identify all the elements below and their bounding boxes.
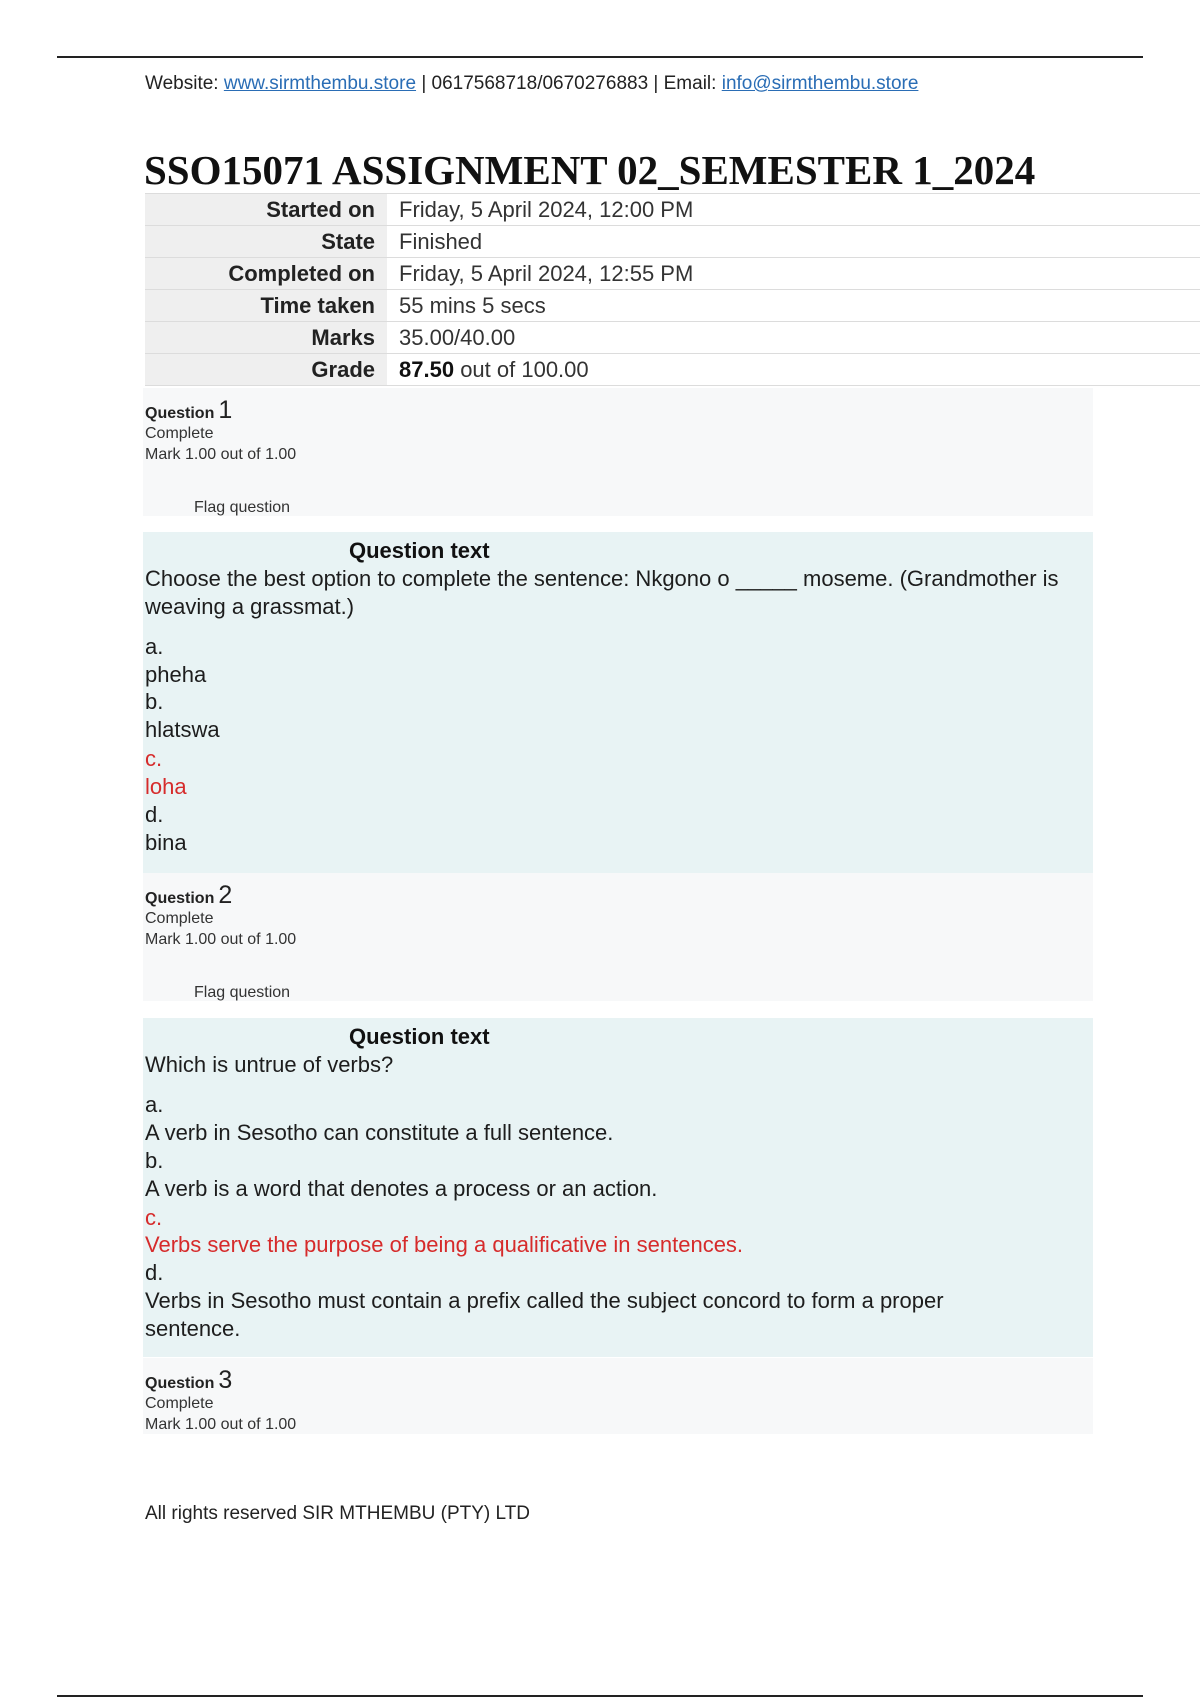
question-text-heading: Question text — [349, 1024, 490, 1049]
marks-value: 35.00/40.00 — [387, 322, 1200, 354]
grade-value-cell — [387, 354, 1200, 386]
summary-row-started — [145, 194, 1200, 226]
time-taken-label: Time taken — [145, 290, 387, 322]
option-d-letter[interactable]: d. — [145, 802, 164, 827]
question-label: Question — [145, 405, 215, 422]
question-1-info — [143, 388, 1093, 516]
summary-row-state — [145, 226, 1200, 258]
question-number-value: 2 — [218, 881, 233, 909]
summary-row-grade — [145, 354, 1200, 386]
question-number-value: 1 — [218, 396, 233, 424]
question-1-text-box — [143, 532, 1093, 873]
option-c-letter-selected[interactable]: c. — [145, 746, 163, 771]
top-rule — [57, 56, 1143, 58]
summary-row-time — [145, 290, 1200, 322]
state-label: State — [145, 226, 387, 258]
flag-question-button[interactable]: Flag question — [194, 984, 291, 1001]
question-label: Question — [145, 1375, 215, 1392]
question-2-text-box — [143, 1018, 1093, 1357]
question-number — [145, 1366, 232, 1395]
document-title: SSO15071 ASSIGNMENT 02_SEMESTER 1_2024 — [144, 147, 1036, 193]
option-a-text[interactable]: A verb in Sesotho can constitute a full sentence. — [145, 1120, 614, 1145]
attempt-summary-table — [145, 193, 1200, 386]
email-link[interactable]: info@sirmthembu.store — [721, 73, 919, 94]
question-label: Question — [145, 890, 215, 907]
bottom-rule — [57, 1695, 1143, 1697]
question-2-info — [143, 873, 1093, 1001]
flag-question-button[interactable]: Flag question — [194, 499, 291, 516]
phone-numbers: | 0617568718/0670276883 | Email: — [421, 73, 717, 94]
time-taken-value: 55 mins 5 secs — [387, 290, 1200, 322]
option-d-text[interactable]: Verbs in Sesotho must contain a prefix called the subject concord to form a proper sentence. — [145, 1288, 944, 1341]
option-b-letter[interactable]: b. — [145, 689, 164, 714]
question-number-value: 3 — [218, 1366, 233, 1394]
footer-copyright: All rights reserved SIR MTHEMBU (PTY) LTD — [145, 1503, 530, 1524]
website-label: Website: — [145, 73, 219, 94]
option-b-letter[interactable]: b. — [145, 1148, 164, 1173]
question-mark: Mark 1.00 out of 1.00 — [145, 446, 297, 463]
website-link[interactable]: www.sirmthembu.store — [223, 73, 417, 94]
marks-label: Marks — [145, 322, 387, 354]
option-d-letter[interactable]: d. — [145, 1260, 164, 1285]
option-a-letter[interactable]: a. — [145, 634, 164, 659]
header-contact-line — [145, 73, 918, 95]
completed-label: Completed on — [145, 258, 387, 290]
question-mark: Mark 1.00 out of 1.00 — [145, 931, 297, 948]
option-c-text-selected[interactable]: loha — [145, 774, 187, 799]
grade-label: Grade — [145, 354, 387, 386]
state-value: Finished — [387, 226, 1200, 258]
question-3-info — [143, 1358, 1093, 1434]
grade-suffix: out of 100.00 — [460, 356, 589, 382]
summary-row-marks — [145, 322, 1200, 354]
question-mark: Mark 1.00 out of 1.00 — [145, 1416, 297, 1433]
question-prompt: Choose the best option to complete the sentence: Nkgono o _____ moseme. (Grandmother is weaving a grassmat.) — [145, 566, 1059, 619]
question-state: Complete — [145, 425, 214, 442]
completed-value: Friday, 5 April 2024, 12:55 PM — [387, 258, 1200, 290]
option-a-text[interactable]: pheha — [145, 662, 207, 687]
question-number — [145, 881, 232, 910]
summary-row-completed — [145, 258, 1200, 290]
option-c-text-selected[interactable]: Verbs serve the purpose of being a qualificative in sentences. — [145, 1232, 744, 1257]
option-b-text[interactable]: A verb is a word that denotes a process or an action. — [145, 1176, 658, 1201]
option-b-text[interactable]: hlatswa — [145, 717, 220, 742]
started-value: Friday, 5 April 2024, 12:00 PM — [387, 194, 1200, 226]
grade-value: 87.50 — [399, 356, 455, 382]
option-a-letter[interactable]: a. — [145, 1092, 164, 1117]
question-number — [145, 396, 232, 425]
question-text-heading: Question text — [349, 538, 490, 563]
option-c-letter-selected[interactable]: c. — [145, 1205, 163, 1230]
question-prompt: Which is untrue of verbs? — [145, 1052, 394, 1077]
option-d-text[interactable]: bina — [145, 830, 187, 855]
started-label: Started on — [145, 194, 387, 226]
question-state: Complete — [145, 910, 214, 927]
question-state: Complete — [145, 1395, 214, 1412]
